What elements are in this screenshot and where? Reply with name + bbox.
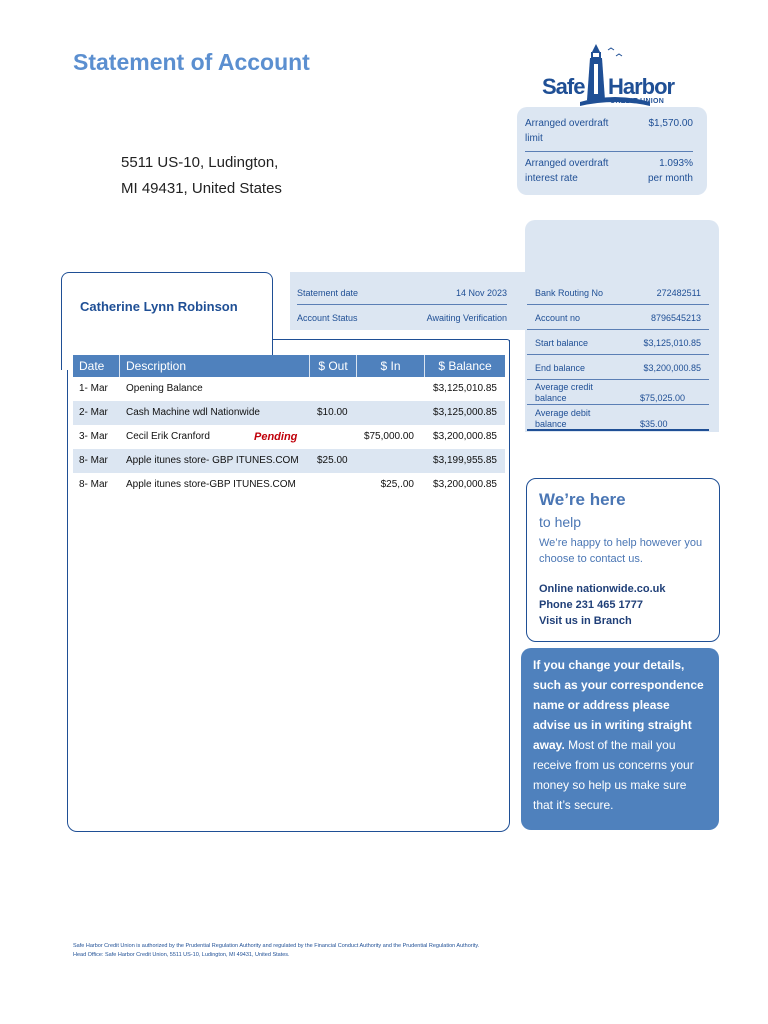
- header-in: $ In: [357, 355, 425, 377]
- customer-tab-edge: [273, 339, 510, 342]
- status-badge: Pending: [254, 431, 298, 443]
- cell-balance: $3,200,000.85: [433, 479, 497, 490]
- cell-date: 3- Mar: [79, 431, 108, 442]
- avg-debit-row: [527, 406, 709, 431]
- cell-in: $75,000.00: [363, 431, 414, 442]
- header-date: Date: [73, 355, 120, 377]
- transactions-table: [73, 355, 505, 497]
- cell-balance: $3,200,000.85: [433, 431, 497, 442]
- footer-line-2: Head Office: Safe Harbor Credit Union, 5511 US-10, Ludington, MI 49431, United States.: [73, 952, 290, 958]
- overdraft-rate-period: per month: [647, 173, 693, 184]
- account-status-label: Account Status: [297, 313, 358, 323]
- overdraft-rate-label: Arranged overdraft interest rate: [525, 158, 609, 184]
- routing-value: 272482511: [656, 288, 701, 298]
- cell-description: Apple itunes store-GBP ITUNES.COM: [126, 479, 296, 490]
- avg-debit-label: Average debit balance: [535, 408, 591, 429]
- start-balance-value: $3,125,010.85: [643, 338, 701, 348]
- table-header: [73, 355, 505, 377]
- help-text: We’re happy to help however you choose to contact us.: [539, 537, 703, 565]
- avg-debit-value: $35.00: [640, 419, 668, 429]
- account-status-value: Awaiting Verification: [426, 313, 507, 323]
- cell-balance: $3,199,955.85: [433, 455, 497, 466]
- cell-date: 2- Mar: [79, 407, 108, 418]
- overdraft-rate-percent: 1.093%: [659, 158, 693, 169]
- address-line-1: 5511 US-10, Ludington,: [121, 154, 279, 171]
- notice-bold-text: If you change your details, such as your correspondence name or address please advise us in writing straight away.: [533, 658, 704, 752]
- logo-word-harbor: Harbor: [608, 74, 675, 99]
- table-body: [73, 377, 505, 497]
- header-out: $ Out: [310, 355, 357, 377]
- help-box: [526, 478, 720, 642]
- start-balance-label: Start balance: [535, 338, 589, 348]
- cell-description: Cecil Erik Cranford: [126, 431, 210, 442]
- account-number-row: [527, 305, 709, 330]
- account-status-row: [297, 305, 507, 330]
- address-line-2: MI 49431, United States: [121, 180, 282, 197]
- customer-name: Catherine Lynn Robinson: [80, 299, 238, 314]
- cell-date: 8- Mar: [79, 479, 108, 490]
- table-row: [73, 449, 505, 473]
- help-branch: Visit us in Branch: [539, 615, 632, 627]
- statement-date-value: 14 Nov 2023: [455, 288, 507, 298]
- logo-word-safe: Safe: [542, 74, 585, 99]
- footer: [73, 942, 479, 960]
- page-title: Statement of Account: [73, 49, 310, 75]
- end-balance-label: End balance: [535, 363, 586, 373]
- logo-tagline: CREDIT UNION: [610, 98, 665, 105]
- end-balance-row: [527, 355, 709, 380]
- table-row: [73, 377, 505, 401]
- cell-out: $25.00: [317, 455, 348, 466]
- overdraft-rate-row: [525, 152, 693, 186]
- routing-row: [527, 280, 709, 305]
- customer-address: [121, 150, 282, 202]
- cell-balance: $3,125,010.85: [433, 383, 497, 394]
- help-online-link[interactable]: Online nationwide.co.uk: [539, 583, 666, 595]
- header-description: Description: [120, 355, 310, 377]
- cell-balance: $3,125,000.85: [433, 407, 497, 418]
- account-number-value: 8796545213: [650, 313, 701, 323]
- table-row: [73, 425, 505, 449]
- end-balance-value: $3,200,000.85: [643, 363, 701, 373]
- statement-date-label: Statement date: [297, 288, 359, 298]
- overdraft-box: [517, 107, 707, 195]
- cell-date: 1- Mar: [79, 383, 108, 394]
- bank-logo: [540, 40, 690, 112]
- header-balance: $ Balance: [438, 359, 492, 373]
- cell-description: Opening Balance: [126, 383, 203, 394]
- avg-credit-value: $75,025.00: [640, 393, 686, 403]
- table-row: [73, 473, 505, 497]
- overdraft-limit-label: Arranged overdraft limit: [525, 118, 609, 144]
- cell-in: $25,.00: [380, 479, 414, 490]
- notice-box: [521, 648, 719, 830]
- overdraft-limit-value: $1,570.00: [648, 118, 693, 129]
- account-number-label: Account no: [535, 313, 581, 323]
- notice-text: Most of the mail you receive from us concerns your money so help us make sure that it’s secure.: [533, 738, 694, 812]
- help-heading: We’re here: [539, 490, 626, 509]
- table-row: [73, 401, 505, 425]
- overdraft-limit-row: [525, 116, 693, 152]
- start-balance-row: [527, 330, 709, 355]
- routing-label: Bank Routing No: [535, 288, 604, 298]
- statement-date-row: [297, 280, 507, 305]
- help-subheading: to help: [539, 514, 582, 530]
- cell-description: Cash Machine wdl Nationwide: [126, 407, 260, 418]
- cell-out: $10.00: [317, 407, 348, 418]
- cell-date: 8- Mar: [79, 455, 108, 466]
- avg-credit-row: [527, 380, 709, 405]
- help-phone[interactable]: Phone 231 465 1777: [539, 599, 643, 611]
- avg-credit-label: Average credit balance: [535, 382, 593, 403]
- footer-line-1: Safe Harbor Credit Union is authorized by the Prudential Regulation Authority and regulated by the Financial Conduct Authority and the Prudential Regulation Authority.: [73, 943, 480, 949]
- cell-description: Apple itunes store- GBP ITUNES.COM: [126, 455, 299, 466]
- overdraft-rate-value: [648, 156, 693, 186]
